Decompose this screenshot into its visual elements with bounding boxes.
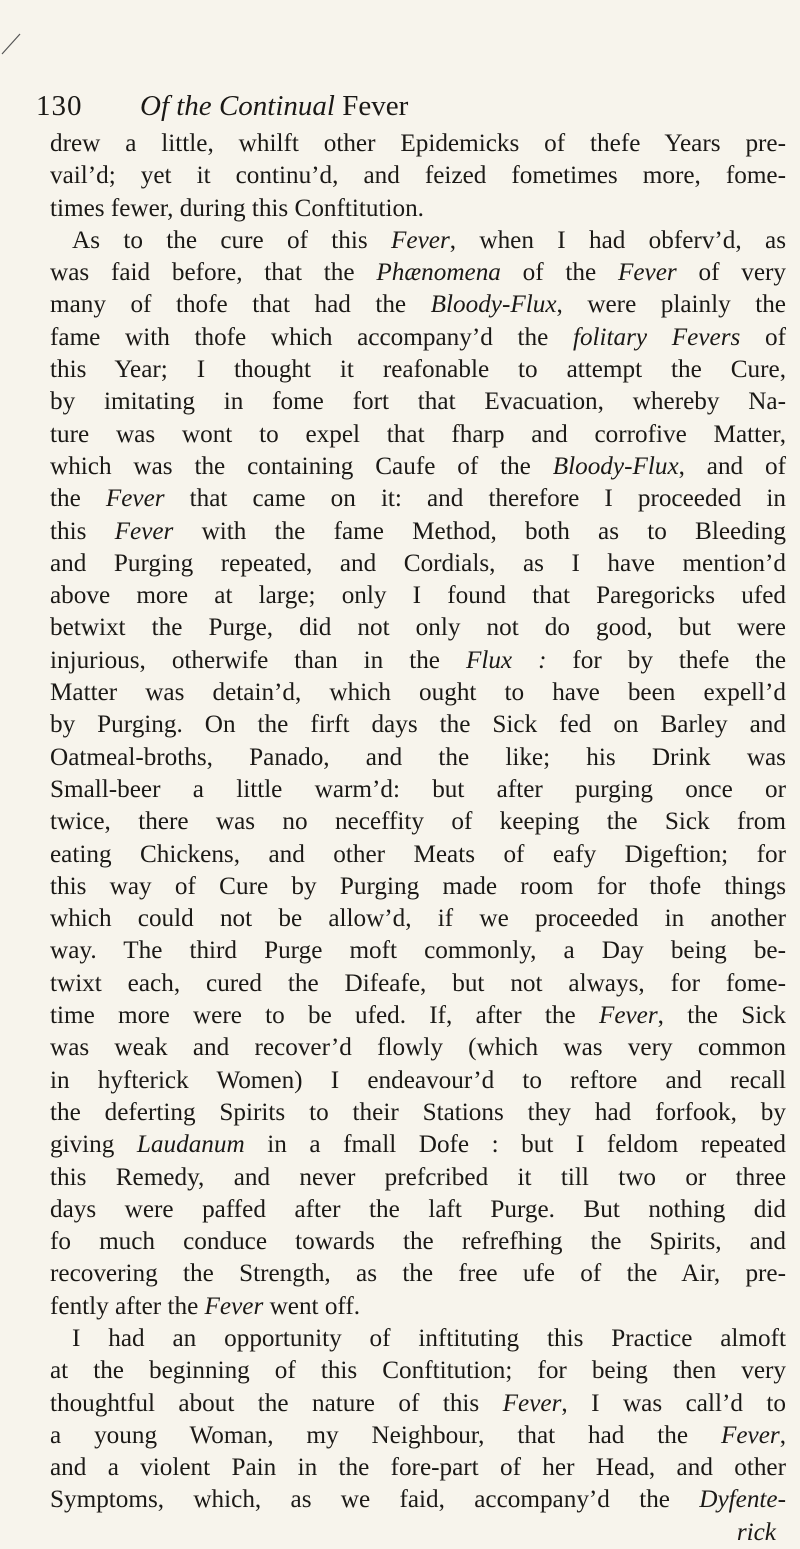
text-line: which could not be allow’d, if we proceeded in another xyxy=(50,905,786,933)
running-title: Of the Continual Fever xyxy=(140,90,409,122)
text-line: was weak and recover’d flowly (which was very common xyxy=(50,1034,786,1062)
text-line: fently after the Fever went off. xyxy=(50,1292,361,1320)
text-line: above more at large; only I found that Paregoricks ufed xyxy=(50,582,786,610)
text-line: Symptoms, which, as we faid, accompany’d the Dyfente- xyxy=(50,1486,786,1514)
text-line: fame with thofe which accompany’d the folitary Fevers of xyxy=(50,323,786,351)
page-number: 130 xyxy=(36,90,83,122)
text-line: many of thofe that had the Bloody-Flux, were plainly the xyxy=(50,291,786,319)
text-line: at the beginning of this Conftitution; for being then very xyxy=(50,1357,786,1385)
text-line: by Purging. On the firft days the Sick fed on Barley and xyxy=(50,711,786,739)
running-header xyxy=(36,86,776,126)
text-line: I had an opportunity of inftituting this Practice almoft xyxy=(72,1324,786,1352)
text-line: this Year; I thought it reafonable to attempt the Cure, xyxy=(50,356,786,384)
text-line: which was the containing Caufe of the Bloody-Flux, and of xyxy=(50,452,786,480)
text-line: ture was wont to expel that fharp and corrofive Matter, xyxy=(50,420,786,448)
text-line: vail’d; yet it continu’d, and feized fometimes more, fome- xyxy=(50,162,786,190)
text-line: the Fever that came on it: and therefore I proceeded in xyxy=(50,485,786,513)
text-line: Oatmeal-broths, Panado, and the like; his Drink was xyxy=(50,743,786,771)
text-line: this Remedy, and never prefcribed it till two or three xyxy=(50,1163,786,1191)
text-line: Small-beer a little warm’d: but after purging once or xyxy=(50,775,786,803)
text-line: and a violent Pain in the fore-part of her Head, and other xyxy=(50,1454,786,1482)
text-line: thoughtful about the nature of this Fever, I was call’d to xyxy=(50,1389,786,1417)
text-line: days were paffed after the laft Purge. But nothing did xyxy=(50,1195,786,1223)
catchword: rick xyxy=(736,1518,776,1546)
text-line: As to the cure of this Fever, when I had obferv’d, as xyxy=(72,226,786,254)
text-line: drew a little, whilft other Epidemicks of thefe Years pre- xyxy=(50,130,786,157)
body-text xyxy=(50,128,786,1549)
text-line: injurious, otherwife than in the Flux : for by thefe the xyxy=(50,646,786,674)
text-line: the deferting Spirits to their Stations they had forfook, by xyxy=(50,1098,786,1126)
text-line: twixt each, cured the Difeafe, but not always, for fome- xyxy=(50,969,786,997)
text-line: betwixt the Purge, did not only not do good, but were xyxy=(50,614,786,642)
text-line: a young Woman, my Neighbour, that had the Fever, xyxy=(50,1421,786,1449)
text-line: Matter was detain’d, which ought to have been expell’d xyxy=(50,679,786,707)
text-line: fo much conduce towards the refrefhing the Spirits, and xyxy=(50,1228,786,1256)
margin-pencil-mark xyxy=(0,0,24,56)
text-line: by imitating in fome fort that Evacuation, whereby Na- xyxy=(50,388,786,416)
text-line: was faid before, that the Phænomena of the Fever of very xyxy=(50,259,786,287)
text-line: times fewer, during this Conftitution. xyxy=(50,194,424,222)
text-line: way. The third Purge moft commonly, a Day being be- xyxy=(50,937,786,965)
text-line: time more were to be ufed. If, after the Fever, the Sick xyxy=(50,1002,786,1030)
text-line: this way of Cure by Purging made room for thofe things xyxy=(50,872,786,900)
text-line: this Fever with the fame Method, both as to Bleeding xyxy=(50,517,786,545)
text-line: giving Laudanum in a fmall Dofe : but I feldom repeated xyxy=(50,1131,787,1159)
text-line: in hyfterick Women) I endeavour’d to reftore and recall xyxy=(50,1066,786,1094)
text-line: recovering the Strength, as the free ufe of the Air, pre- xyxy=(50,1260,786,1288)
text-line: twice, there was no neceffity of keeping the Sick from xyxy=(50,808,786,836)
text-line: and Purging repeated, and Cordials, as I have mention’d xyxy=(50,549,786,577)
text-line: eating Chickens, and other Meats of eafy Digeftion; for xyxy=(50,840,786,868)
